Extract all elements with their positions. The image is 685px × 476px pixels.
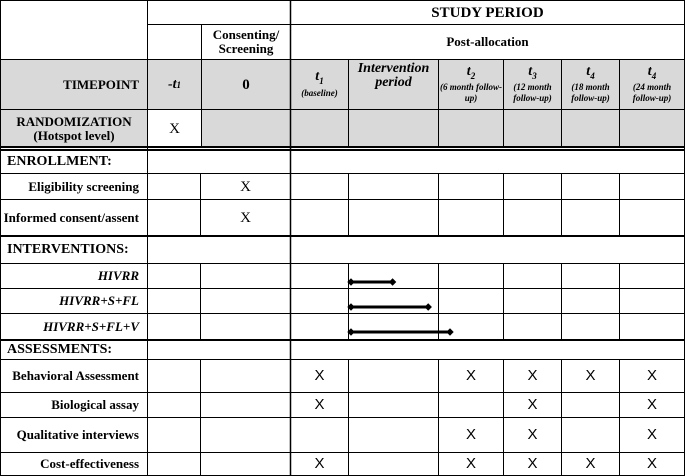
randomization-mark: X (169, 120, 180, 137)
assessment-mark-t4b: X (646, 426, 657, 443)
intervention-bar-2 (348, 329, 453, 335)
assessment-mark-t3: X (527, 426, 538, 443)
consenting-screening-header: Consenting/ Screening (212, 27, 280, 56)
timepoint-label: TIMEPOINT (63, 76, 139, 92)
assessment-mark-t3: X (527, 455, 538, 472)
eligibility-mark: X (240, 178, 251, 195)
assessment-qualitative-label: Qualitative interviews (16, 427, 139, 442)
timepoint-t3: $t_3$ (12 month follow-up) (504, 60, 561, 109)
assessment-biological-label: Biological assay (51, 397, 139, 412)
study-period-header: STUDY PERIOD (431, 4, 544, 21)
t1-note: (baseline) (301, 87, 338, 98)
assessment-mark-t4a: X (585, 367, 596, 384)
intervention-hivrr-label: HIVRR (97, 268, 139, 283)
timepoint-t4b: $t_4$ (24 month follow-up) (620, 60, 684, 109)
assessment-mark-t4a: X (585, 455, 596, 472)
t4b-note: (24 month follow-up) (632, 82, 672, 104)
assessment-mark-t4b: X (646, 396, 657, 413)
assessment-mark-t1: X (314, 396, 325, 413)
timepoint-minus-t1: -t 1 (167, 76, 182, 92)
assessment-mark-t2: X (465, 367, 476, 384)
intervention-hivrr-s-fl-label: HIVRR+S+FL (59, 293, 139, 308)
timepoint-t1: $t_1$ (baseline) (301, 69, 338, 98)
intervention-period-header: Intervention period (357, 61, 430, 90)
t3-note: (12 month follow-up) (513, 82, 552, 104)
consent-label: Informed consent/assent (3, 210, 139, 225)
enrollment-section: ENROLLMENT: (7, 154, 112, 169)
assessment-mark-t4b: X (646, 367, 657, 384)
assessment-mark-t1: X (314, 455, 325, 472)
assessment-behavioral-label: Behavioral Assessment (12, 368, 139, 383)
assessment-mark-t2: X (465, 426, 476, 443)
timepoint-zero: 0 (242, 76, 250, 93)
intervention-hivrr-s-fl-v-label: HIVRR+S+FL+V (43, 319, 139, 334)
t4a-note: (18 month follow-up) (571, 82, 610, 104)
assessment-mark-t2: X (465, 455, 476, 472)
interventions-section: INTERVENTIONS: (7, 242, 129, 257)
timepoint-t4a: $t_4$ (18 month follow-up) (562, 60, 619, 109)
assessment-mark-t1: X (314, 367, 325, 384)
assessment-mark-t4b: X (646, 455, 657, 472)
timepoint-t2: $t_2$ (6 month follow-up) (439, 63, 502, 104)
intervention-bar-1 (348, 304, 431, 310)
assessment-mark-t3: X (527, 367, 538, 384)
intervention-bar-0 (348, 279, 396, 285)
post-allocation-header: Post-allocation (446, 34, 529, 49)
assessments-section: ASSESSMENTS: (7, 342, 113, 357)
assessment-cost-label: Cost-effectiveness (40, 456, 139, 471)
consent-mark: X (240, 210, 251, 226)
randomization-label: RANDOMIZATION (Hotspot level) (16, 113, 132, 143)
assessment-mark-t3: X (527, 396, 538, 413)
t2-note: (6 month follow-up) (439, 82, 502, 104)
eligibility-label: Eligibility screening (28, 178, 139, 194)
